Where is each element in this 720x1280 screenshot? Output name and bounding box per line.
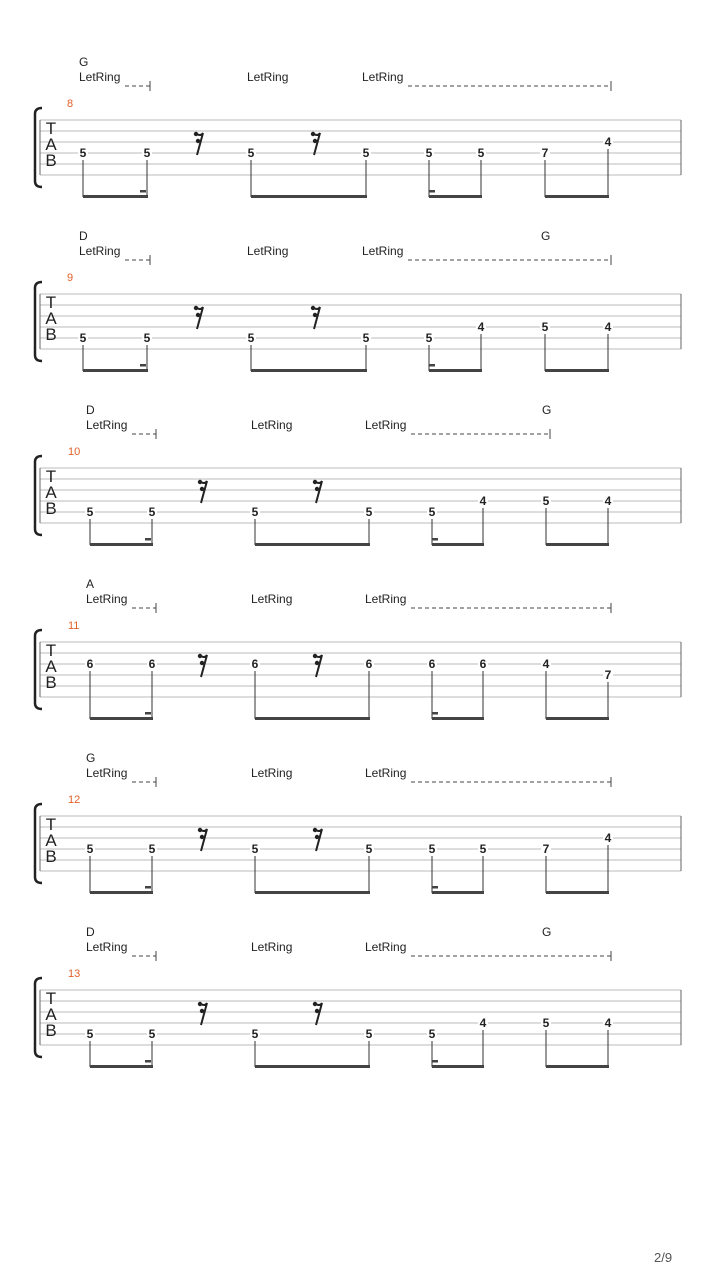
page-number: 2/9 [654,1250,673,1265]
let-ring-label: LetRing [251,766,293,780]
beam [83,369,148,372]
measure-number: 12 [68,794,81,806]
let-ring-label: LetRing [365,766,407,780]
fret-number: 5 [251,842,259,856]
tab-clef-letter: T [45,119,57,138]
chord-name: D [86,403,95,417]
rest-symbol [314,829,322,851]
tab-clef-letter: A [45,1005,57,1024]
fret-number: 5 [148,842,156,856]
fret-number: 7 [542,842,550,856]
fret-number: 5 [425,331,433,345]
rest-dot [194,132,198,136]
rest-symbol [312,133,320,155]
tab-clef-letter: B [45,847,57,866]
beam-tick [145,712,151,715]
fret-number: 5 [86,1027,94,1041]
beam [251,369,367,372]
rest-dot [313,828,317,832]
system-measure-8 [35,55,681,198]
tab-clef-letter: T [45,815,57,834]
beam-tick [432,886,438,889]
let-ring-label: LetRing [365,592,407,606]
beam [255,717,370,720]
beam-tick [432,538,438,541]
fret-number: 4 [479,1016,487,1030]
let-ring-label: LetRing [362,70,404,84]
tab-clef-letter: A [45,135,57,154]
let-ring-label: LetRing [251,418,293,432]
rest-dot [200,661,204,665]
chord-name: D [86,925,95,939]
beam [545,195,609,198]
fret-number: 5 [247,146,255,160]
beam [255,891,370,894]
rest-symbol [195,307,203,329]
rest-dot [311,306,315,310]
rest-dot [315,1009,319,1013]
fret-number: 4 [477,320,485,334]
beam-tick [140,190,146,193]
fret-number: 5 [148,505,156,519]
fret-number: 5 [365,505,373,519]
beam [432,1065,484,1068]
tab-clef-letter: A [45,657,57,676]
fret-number: 5 [86,842,94,856]
beam [255,1065,370,1068]
tab-clef-letter: T [45,293,57,312]
tab-clef-letter: A [45,483,57,502]
rest-symbol [314,655,322,677]
beam [546,543,609,546]
beam [90,891,153,894]
let-ring-label: LetRing [247,244,289,258]
rest-dot [313,480,317,484]
system-measure-11 [35,577,681,720]
fret-number: 5 [428,505,436,519]
fret-number: 5 [79,146,87,160]
beam-tick [432,712,438,715]
beam [90,717,153,720]
tab-clef-letter: T [45,641,57,660]
beam [546,717,609,720]
beam-tick [145,886,151,889]
system-measure-12 [35,751,681,894]
chord-name: G [86,751,96,765]
tab-clef-letter: B [45,325,57,344]
fret-number: 5 [362,331,370,345]
fret-number: 5 [148,1027,156,1041]
rest-symbol [314,481,322,503]
fret-number: 4 [604,1016,612,1030]
rest-symbol [199,655,207,677]
fret-number: 5 [365,1027,373,1041]
fret-number: 4 [604,320,612,334]
tab-clef-letter: T [45,467,57,486]
fret-number: 5 [251,505,259,519]
beam-tick [145,538,151,541]
rest-dot [315,835,319,839]
tab-clef-letter: B [45,151,57,170]
fret-number: 6 [86,657,94,671]
fret-number: 5 [143,331,151,345]
rest-dot [313,654,317,658]
system-measure-9 [35,229,681,372]
chord-name: G [542,403,552,417]
beam-tick [145,1060,151,1063]
let-ring-label: LetRing [86,766,128,780]
fret-number: 7 [604,668,612,682]
rest-dot [198,480,202,484]
beam [90,1065,153,1068]
chord-name: A [86,577,95,591]
beam [432,543,484,546]
beam [90,543,153,546]
let-ring-label: LetRing [365,940,407,954]
let-ring-label: LetRing [86,418,128,432]
rest-dot [198,1002,202,1006]
let-ring-label: LetRing [79,70,121,84]
let-ring-label: LetRing [365,418,407,432]
system-measure-13 [35,925,681,1068]
rest-symbol [314,1003,322,1025]
beam [432,891,484,894]
fret-number: 5 [247,331,255,345]
fret-number: 6 [148,657,156,671]
fret-number: 4 [604,135,612,149]
measure-number: 10 [68,446,81,458]
fret-number: 5 [362,146,370,160]
fret-number: 4 [479,494,487,508]
rest-dot [196,139,200,143]
fret-number: 5 [479,842,487,856]
fret-number: 5 [477,146,485,160]
fret-number: 5 [542,494,550,508]
measure-number: 11 [68,620,80,632]
beam [545,369,609,372]
rest-symbol [199,481,207,503]
beam [429,369,482,372]
chord-name: G [541,229,551,243]
let-ring-label: LetRing [362,244,404,258]
beam-tick [429,364,435,367]
rest-dot [315,487,319,491]
rest-dot [200,487,204,491]
fret-number: 6 [251,657,259,671]
tab-clef-letter: B [45,499,57,518]
rest-dot [313,313,317,317]
rest-symbol [199,829,207,851]
beam-tick [140,364,146,367]
beam [432,717,484,720]
tab-clef-letter: B [45,673,57,692]
tab-clef-letter: T [45,989,57,1008]
beam [255,543,370,546]
let-ring-label: LetRing [86,592,128,606]
beam [546,891,609,894]
beam [429,195,482,198]
fret-number: 7 [541,146,549,160]
fret-number: 5 [542,1016,550,1030]
system-measure-10 [35,403,681,546]
measure-number: 13 [68,968,81,980]
fret-number: 4 [604,494,612,508]
let-ring-label: LetRing [86,940,128,954]
fret-number: 5 [86,505,94,519]
beam [546,1065,609,1068]
rest-dot [194,306,198,310]
fret-number: 6 [365,657,373,671]
fret-number: 5 [143,146,151,160]
rest-dot [311,132,315,136]
beam-tick [432,1060,438,1063]
rest-symbol [312,307,320,329]
rest-symbol [199,1003,207,1025]
beam [251,195,367,198]
beam-tick [429,190,435,193]
tab-clef-letter: A [45,831,57,850]
measure-number: 8 [67,98,74,110]
let-ring-label: LetRing [247,70,289,84]
fret-number: 5 [425,146,433,160]
fret-number: 5 [79,331,87,345]
rest-dot [196,313,200,317]
measure-number: 9 [67,272,74,284]
rest-dot [198,828,202,832]
rest-dot [198,654,202,658]
fret-number: 6 [428,657,436,671]
fret-number: 6 [479,657,487,671]
beam [83,195,148,198]
rest-dot [200,835,204,839]
rest-dot [313,1002,317,1006]
fret-number: 5 [428,842,436,856]
tab-clef-letter: A [45,309,57,328]
let-ring-label: LetRing [251,592,293,606]
chord-name: G [542,925,552,939]
fret-number: 5 [541,320,549,334]
let-ring-label: LetRing [79,244,121,258]
chord-name: D [79,229,88,243]
rest-symbol [195,133,203,155]
tab-clef-letter: B [45,1021,57,1040]
fret-number: 4 [542,657,550,671]
rest-dot [315,661,319,665]
rest-dot [200,1009,204,1013]
fret-number: 5 [365,842,373,856]
rest-dot [313,139,317,143]
fret-number: 4 [604,831,612,845]
chord-name: G [79,55,89,69]
let-ring-label: LetRing [251,940,293,954]
fret-number: 5 [428,1027,436,1041]
fret-number: 5 [251,1027,259,1041]
